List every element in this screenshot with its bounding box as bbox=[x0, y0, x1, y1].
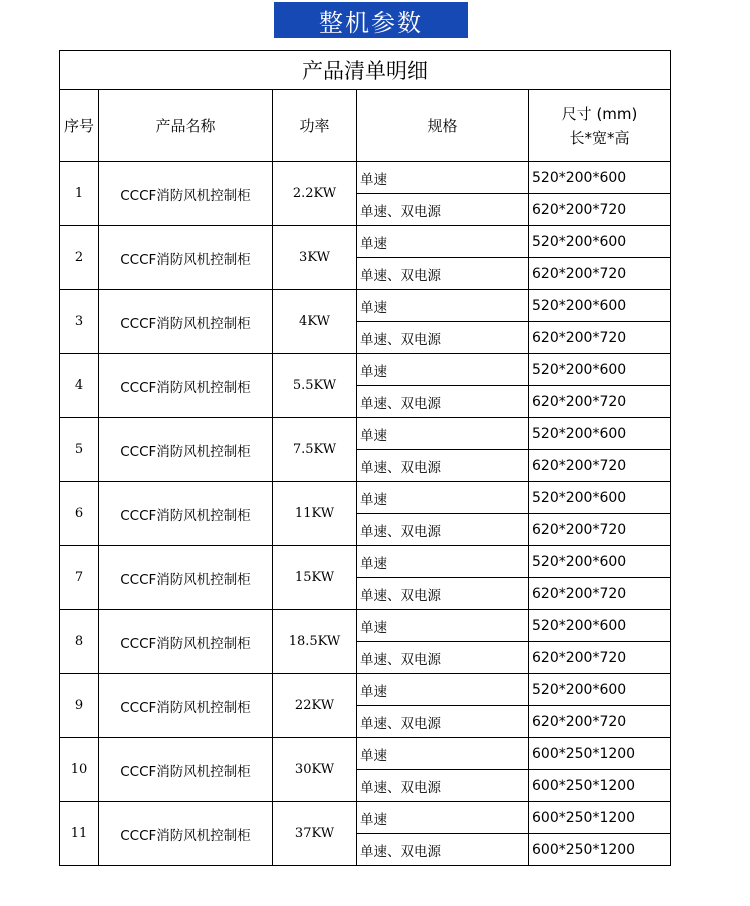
product-name: CCCF消防风机控制柜 bbox=[99, 162, 273, 226]
power-value: 18.5KW bbox=[273, 610, 357, 674]
power-value: 5.5KW bbox=[273, 354, 357, 418]
row-number: 3 bbox=[60, 290, 99, 354]
header-size bbox=[529, 90, 671, 162]
spec-value: 单速、双电源 bbox=[357, 706, 529, 738]
header-spec: 规格 bbox=[357, 90, 529, 162]
power-value: 15KW bbox=[273, 546, 357, 610]
spec-value: 单速 bbox=[357, 738, 529, 770]
size-value: 620*200*720 bbox=[529, 514, 671, 546]
product-name: CCCF消防风机控制柜 bbox=[99, 482, 273, 546]
row-number: 6 bbox=[60, 482, 99, 546]
spec-value: 单速 bbox=[357, 226, 529, 258]
product-name: CCCF消防风机控制柜 bbox=[99, 226, 273, 290]
spec-value: 单速、双电源 bbox=[357, 514, 529, 546]
spec-value: 单速、双电源 bbox=[357, 322, 529, 354]
row-number: 4 bbox=[60, 354, 99, 418]
spec-value: 单速 bbox=[357, 610, 529, 642]
table-header-row bbox=[60, 90, 671, 162]
power-value: 3KW bbox=[273, 226, 357, 290]
spec-value: 单速 bbox=[357, 162, 529, 194]
spec-value: 单速 bbox=[357, 674, 529, 706]
spec-value: 单速 bbox=[357, 802, 529, 834]
size-value: 520*200*600 bbox=[529, 290, 671, 322]
size-value: 600*250*1200 bbox=[529, 834, 671, 866]
page-title: 整机参数 bbox=[319, 8, 423, 37]
size-value: 520*200*600 bbox=[529, 610, 671, 642]
product-name: CCCF消防风机控制柜 bbox=[99, 546, 273, 610]
spec-value: 单速、双电源 bbox=[357, 834, 529, 866]
table-row bbox=[60, 674, 671, 706]
row-number: 1 bbox=[60, 162, 99, 226]
size-value: 620*200*720 bbox=[529, 578, 671, 610]
header-size-line1: 尺寸 (mm) bbox=[561, 104, 638, 123]
table-row bbox=[60, 546, 671, 578]
header-name: 产品名称 bbox=[99, 90, 273, 162]
row-number: 10 bbox=[60, 738, 99, 802]
power-value: 11KW bbox=[273, 482, 357, 546]
size-value: 620*200*720 bbox=[529, 386, 671, 418]
size-value: 620*200*720 bbox=[529, 450, 671, 482]
spec-value: 单速 bbox=[357, 482, 529, 514]
power-value: 22KW bbox=[273, 674, 357, 738]
header-size-line2: 长*宽*高 bbox=[569, 128, 630, 147]
size-value: 620*200*720 bbox=[529, 194, 671, 226]
size-value: 520*200*600 bbox=[529, 226, 671, 258]
product-spec-table bbox=[59, 50, 671, 866]
table-row bbox=[60, 226, 671, 258]
power-value: 30KW bbox=[273, 738, 357, 802]
row-number: 7 bbox=[60, 546, 99, 610]
spec-value: 单速、双电源 bbox=[357, 642, 529, 674]
power-value: 37KW bbox=[273, 802, 357, 866]
size-value: 600*250*1200 bbox=[529, 802, 671, 834]
size-value: 620*200*720 bbox=[529, 642, 671, 674]
table-caption-row bbox=[60, 51, 671, 90]
page-title-banner bbox=[274, 2, 468, 38]
product-name: CCCF消防风机控制柜 bbox=[99, 738, 273, 802]
table-row bbox=[60, 482, 671, 514]
row-number: 8 bbox=[60, 610, 99, 674]
size-value: 620*200*720 bbox=[529, 322, 671, 354]
size-value: 520*200*600 bbox=[529, 546, 671, 578]
row-number: 9 bbox=[60, 674, 99, 738]
spec-value: 单速 bbox=[357, 546, 529, 578]
row-number: 11 bbox=[60, 802, 99, 866]
power-value: 7.5KW bbox=[273, 418, 357, 482]
row-number: 5 bbox=[60, 418, 99, 482]
table-row bbox=[60, 418, 671, 450]
table-row bbox=[60, 738, 671, 770]
spec-value: 单速 bbox=[357, 290, 529, 322]
table-row bbox=[60, 162, 671, 194]
spec-value: 单速 bbox=[357, 354, 529, 386]
size-value: 520*200*600 bbox=[529, 482, 671, 514]
product-name: CCCF消防风机控制柜 bbox=[99, 674, 273, 738]
spec-value: 单速、双电源 bbox=[357, 258, 529, 290]
product-name: CCCF消防风机控制柜 bbox=[99, 354, 273, 418]
table-caption: 产品清单明细 bbox=[60, 51, 671, 90]
spec-value: 单速、双电源 bbox=[357, 386, 529, 418]
product-name: CCCF消防风机控制柜 bbox=[99, 802, 273, 866]
table-row bbox=[60, 354, 671, 386]
table-row bbox=[60, 610, 671, 642]
header-power: 功率 bbox=[273, 90, 357, 162]
size-value: 520*200*600 bbox=[529, 418, 671, 450]
size-value: 520*200*600 bbox=[529, 162, 671, 194]
product-name: CCCF消防风机控制柜 bbox=[99, 418, 273, 482]
spec-value: 单速、双电源 bbox=[357, 194, 529, 226]
size-value: 520*200*600 bbox=[529, 354, 671, 386]
size-value: 600*250*1200 bbox=[529, 738, 671, 770]
size-value: 620*200*720 bbox=[529, 258, 671, 290]
product-name: CCCF消防风机控制柜 bbox=[99, 610, 273, 674]
size-value: 620*200*720 bbox=[529, 706, 671, 738]
size-value: 520*200*600 bbox=[529, 674, 671, 706]
spec-value: 单速、双电源 bbox=[357, 578, 529, 610]
spec-value: 单速、双电源 bbox=[357, 450, 529, 482]
spec-value: 单速、双电源 bbox=[357, 770, 529, 802]
spec-value: 单速 bbox=[357, 418, 529, 450]
table-row bbox=[60, 290, 671, 322]
size-value: 600*250*1200 bbox=[529, 770, 671, 802]
product-name: CCCF消防风机控制柜 bbox=[99, 290, 273, 354]
power-value: 4KW bbox=[273, 290, 357, 354]
power-value: 2.2KW bbox=[273, 162, 357, 226]
row-number: 2 bbox=[60, 226, 99, 290]
header-no: 序号 bbox=[60, 90, 99, 162]
table-row bbox=[60, 802, 671, 834]
